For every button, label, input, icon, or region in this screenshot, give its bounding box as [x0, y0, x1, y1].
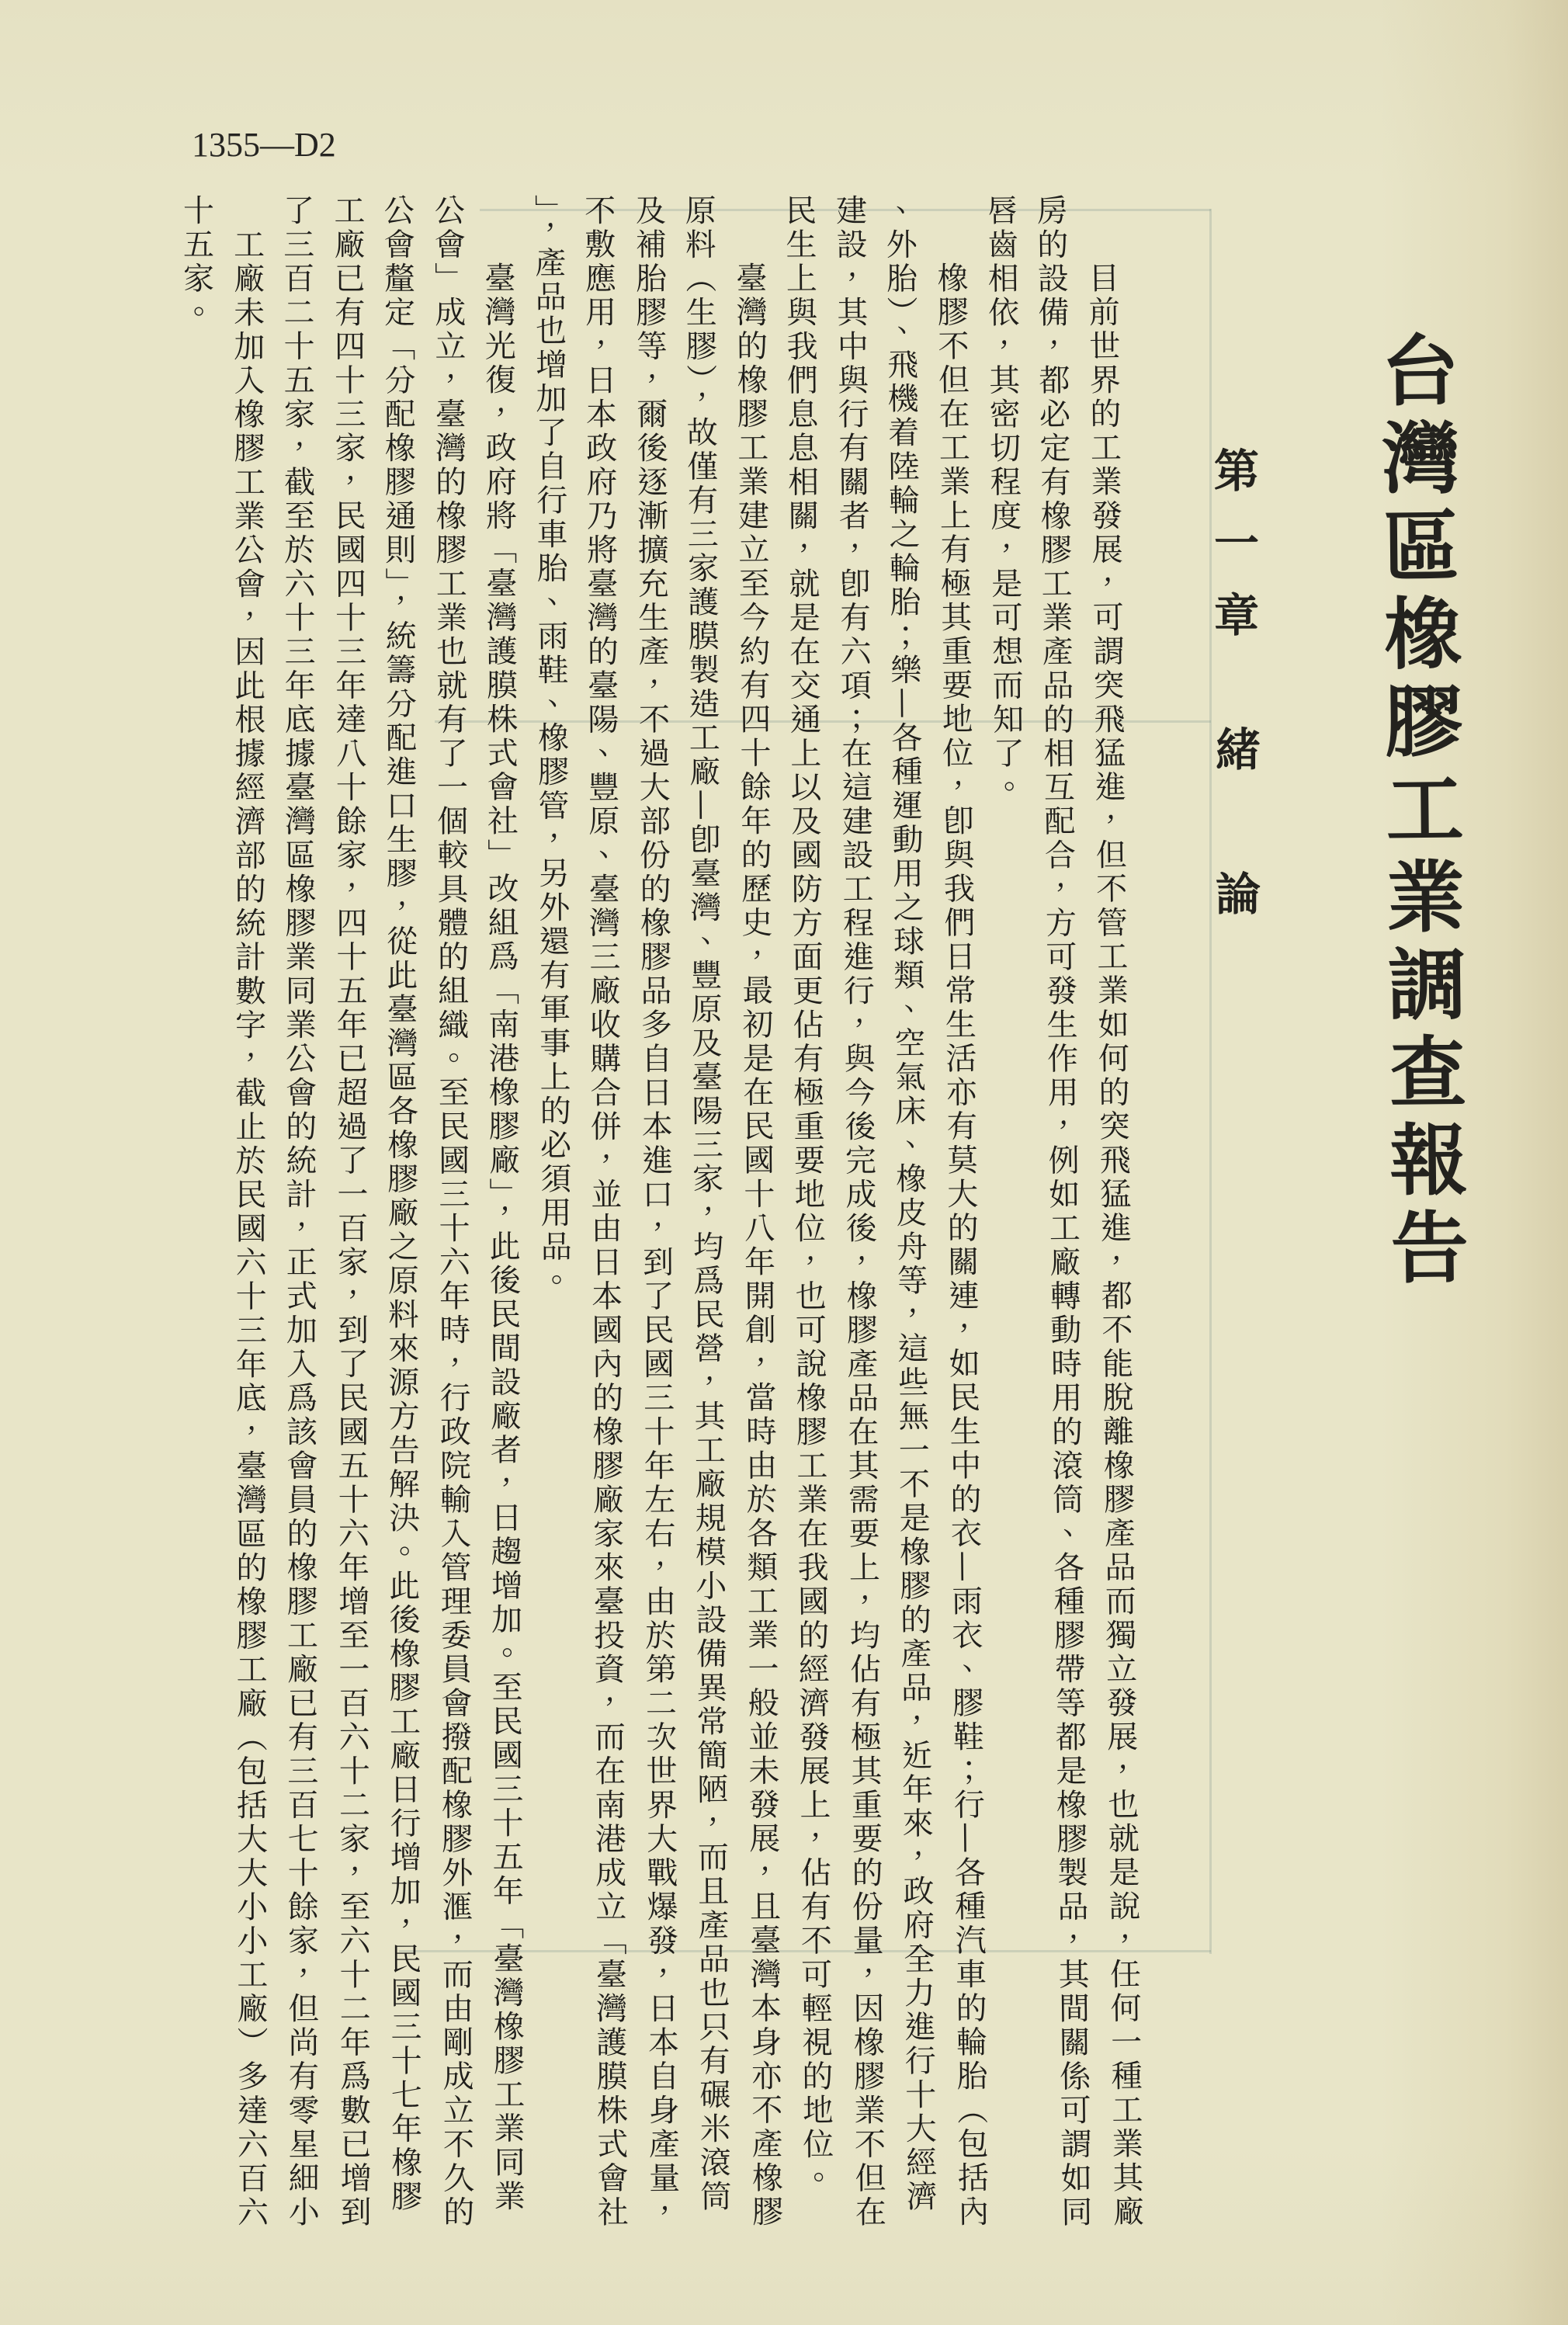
text-column: 十五家。: [178, 193, 214, 330]
text-column: 不敷應用，日本政府乃將臺灣的臺陽、豐原、臺灣三廠收購合併，並由日本國內的橡膠廠家來臺投資，而在南港成立「臺灣護膜株式會社: [579, 193, 629, 2230]
text-column: 公會」成立，臺灣的橡膠工業也就有了一個較具體的組織。至民國三十六年時，行政院輸入管理委員會撥配橡膠外滙，而由剛成立不久的: [428, 193, 474, 2230]
text-column: 原料（生膠），故僅有三家護膜製造工廠—卽臺灣、豐原及臺陽三家，均爲民營，其工廠規模小設備異常簡陋，而且產品也只有碾米滾筒: [680, 193, 732, 2215]
text-column-paragraph-start: 橡膠不但在工業上有極其重要地位，卽與我們日常生活亦有莫大的關連，如民生中的衣—雨衣、膠鞋；行—各種汽車的輪胎（包括內: [931, 262, 990, 2230]
text-column: 房的設備，都必定有橡膠工業產品的相互配合，方可發生作用，例如工廠轉動時用的滾筒、各種膠帶等都是橡膠製品，其間關係可謂如同: [1032, 193, 1093, 2230]
page-code: 1355—D2: [192, 126, 336, 164]
text-column: 民生上與我們息息相關，就是在交通上以及國防方面更佔有極重要地位，也可說橡膠工業在我國的經濟發展上，佔有不可輕視的地位。: [780, 193, 834, 2196]
text-column: 工廠未加入橡膠工業公會，因此根據經濟部的統計數字，截止於民國六十三年底，臺灣區的橡膠工廠（包括大大小小工廠）多達六百六: [228, 227, 269, 2230]
text-column: 公會釐定「分配橡膠通則」，統籌分配進口生膠，從此臺灣區各橡膠廠之原料來源方告解決。此後橡膠工廠日行增加，民國三十七年橡膠: [379, 193, 423, 2215]
text-column: 唇齒相依，其密切程度，是可想而知了。: [981, 193, 1025, 805]
text-column: 、外胎）、飛機着陸輪之輪胎；樂—各種運動用之球類、空氣床、橡皮舟等，這些無一不是橡膠的產品，近年來，政府全力進行十大經濟: [880, 193, 938, 2215]
text-column-paragraph-start: 臺灣的橡膠工業建立至今約有四十餘年的歷史，最初是在民國十八年開創，當時由於各類工業一般並未發展，且臺灣本身亦不產橡膠: [730, 262, 783, 2230]
chapter-title: 緒論: [1208, 726, 1261, 1015]
text-column-paragraph-start: 臺灣光復，政府將「臺灣護膜株式會社」改組爲「南港橡膠廠」，此後民間設廠者，日趨增加。至民國三十五年「臺灣橡膠工業同業: [480, 262, 526, 2215]
text-column: 了三百二十五家，截至於六十三年底據臺灣區橡膠業同業公會的統計，正式加入爲該會員的橡膠工廠已有三百七十餘家，但尚有零星細小: [278, 193, 320, 2230]
document-title: 台灣區橡膠工業調查報告: [1367, 329, 1470, 1296]
text-column-paragraph-start: 目前世界的工業發展，可謂突飛猛進，但不管工業如何的突飛猛進，都不能脫離橡膠產品而獨立發展，也就是說，任何一種工業其廠: [1082, 262, 1144, 2230]
text-column: 建設，其中與行有關者，卽有六項；在這建設工程進行，與今後完成後，橡膠產品在其需要上，均佔有極其重要的份量，因橡膠業不但在: [831, 193, 886, 2230]
text-column: 及補胎膠等，爾後逐漸擴充生產，不過大部份的橡膠品多自日本進口，到了民國三十年左右，由於第二次世界大戰爆發，日本自身產量，: [630, 193, 680, 2230]
text-column: 工廠已有四十三家，民國四十三年達八十餘家，四十五年已超過了一百家，到了民國五十六年增至一百六十二家，至六十二年爲數已增到: [328, 193, 371, 2230]
text-column: 」，產品也增加了自行車胎、雨鞋、橡膠管，另外還有軍事上的必須用品。: [529, 193, 572, 1299]
chapter-number: 第一章: [1206, 447, 1259, 664]
